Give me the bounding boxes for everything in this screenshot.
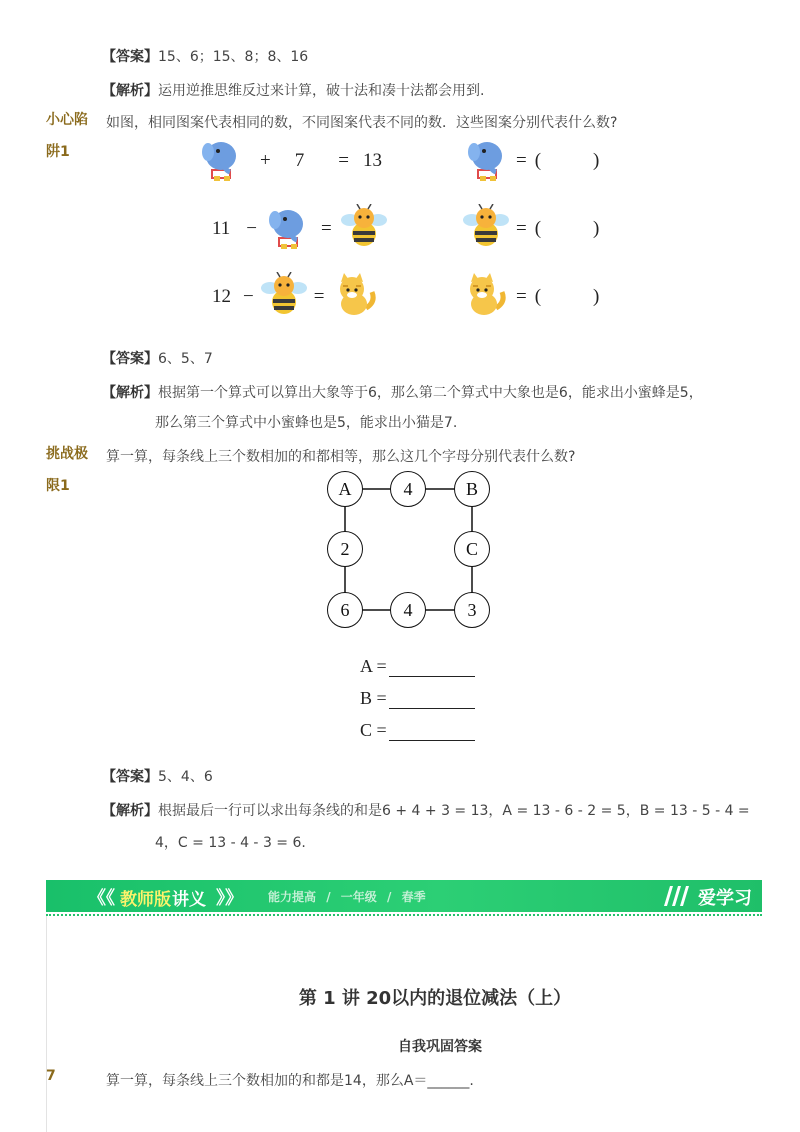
number-seven: 7 [294,150,305,171]
bee-icon [340,204,388,254]
minus-sign: − [246,218,258,239]
number-twelve: 12 [212,286,231,307]
breadcrumb-item: 能力提高 [268,890,317,904]
bee-icon [462,204,510,254]
question-number: 7 [46,1068,56,1084]
cat-icon [462,272,508,322]
breadcrumb-item: 一年级 [340,890,377,904]
blank-a [360,656,475,677]
picture-equation-1 [200,136,382,186]
answer-slot-cat [462,272,599,322]
answer-slot-bee [462,204,599,254]
answer-blank[interactable] [389,658,475,677]
node-bottom-middle: 4 [390,592,426,628]
answer-tag: 【答案】 [102,351,158,367]
answer-text: 6、5、7 [158,351,213,367]
node-middle-right: C [454,531,490,567]
challenge-label-line2: 限1 [46,478,70,494]
banner-title-b: 讲义 [172,890,206,910]
banner-dotted-divider [46,914,762,916]
picture-equation-3 [212,272,378,322]
answer-tag: 【答案】 [102,49,158,65]
breadcrumb-separator: / [326,890,331,904]
answer-text: 5、4、6 [158,769,213,785]
close-paren: ) [593,218,600,239]
equals-sign: = [321,218,332,239]
brand-name: 爱学习 [698,888,752,909]
equals-sign: = [516,150,527,171]
answer-line-2 [102,348,213,368]
breadcrumb-separator: / [386,890,392,904]
explanation-tag: 【解析】 [102,83,158,99]
banner-title-a: 教师版 [120,890,171,910]
elephant-icon [466,136,508,186]
equals-sign: = [313,286,325,307]
explanation-tag: 【解析】 [102,385,158,401]
trap-label-line2: 阱1 [46,144,70,160]
blank-b [360,688,475,709]
breadcrumb-item: 春季 [401,890,426,904]
blank-c [360,720,475,741]
explanation-tag: 【解析】 [102,803,158,819]
explanation-text: 根据最后一行可以求出每条线的和是6 + 4 + 3 = 13，A = 13 - 6 - 2 = 5，B = 13 - 5 - 4 = [158,803,750,819]
trap-question: 如图，相同图案代表相同的数，不同图案代表不同的数．这些图案分别代表什么数? [106,115,618,131]
node-middle-left: 2 [327,531,363,567]
right-chevrons: 》》 [216,888,243,909]
bee-icon [260,272,308,322]
close-paren: ) [593,150,600,171]
trap-label-line1: 小心陷 [46,112,88,128]
equals-sign: = [516,218,527,239]
answer-text: 15、6；15、8；8、16 [158,49,309,65]
node-top-right: B [454,471,490,507]
lecture-title [0,984,800,1010]
minus-sign: − [243,286,254,307]
answer-line-1 [102,46,308,66]
page-margin-line [46,916,47,1132]
node-bottom-left: 6 [327,592,363,628]
answer-slot-elephant [466,136,599,186]
trap-label [46,104,88,168]
explanation-line-2a [102,382,703,402]
explanation-line-3a [102,800,750,820]
open-paren: ( [534,218,542,239]
equals-sign: = [516,286,527,307]
explanation-text: 根据第一个算式可以算出大象等于6，那么第二个算式中大象也是6，能求出小蜜蜂是5， [158,385,703,401]
answer-blank[interactable] [389,690,475,709]
blank-label: A = [360,656,387,676]
result-thirteen: 13 [362,150,382,171]
equals-sign: = [338,150,349,171]
elephant-icon [267,204,309,254]
node-bottom-right: 3 [454,592,490,628]
node-top-left: A [327,471,363,507]
blank-label: B = [360,688,387,708]
lecture-title-text: 第 1 讲 20以内的退位减法（上） [298,988,572,1009]
section-title-text: 自我巩固答案 [398,1039,482,1055]
left-chevrons: 《《 [88,888,115,909]
question-7-text: 算一算，每条线上三个数相加的和都是14，那么A＝______. [106,1073,474,1089]
picture-equation-2 [212,204,388,254]
breadcrumb [268,888,426,905]
answer-line-3 [102,766,213,786]
number-eleven: 11 [212,218,231,239]
explanation-text: 运用逆推思维反过来计算，破十法和凑十法都会用到. [158,83,485,99]
challenge-label [46,438,88,502]
cat-icon [332,272,378,322]
answer-blank[interactable] [389,722,475,741]
challenge-label-line1: 挑战极 [46,446,88,462]
challenge-question: 算一算，每条线上三个数相加的和都相等，那么这几个字母分别代表什么数? [106,449,576,465]
teacher-banner [46,880,762,912]
open-paren: ( [534,150,542,171]
explanation-line-1 [102,80,484,100]
explanation-line-2b: 那么第三个算式中小蜜蜂也是5，能求出小猫是7. [155,415,458,431]
brand-logo-icon [662,884,694,912]
explanation-line-3b: 4，C = 13 - 4 - 3 = 6. [155,835,306,851]
elephant-icon [200,136,242,186]
section-title [0,1036,800,1056]
answer-tag: 【答案】 [102,769,158,785]
plus-sign: + [260,150,271,171]
node-top-middle: 4 [390,471,426,507]
square-diagram [326,470,494,630]
open-paren: ( [534,286,542,307]
close-paren: ) [593,286,600,307]
blank-label: C = [360,720,387,740]
